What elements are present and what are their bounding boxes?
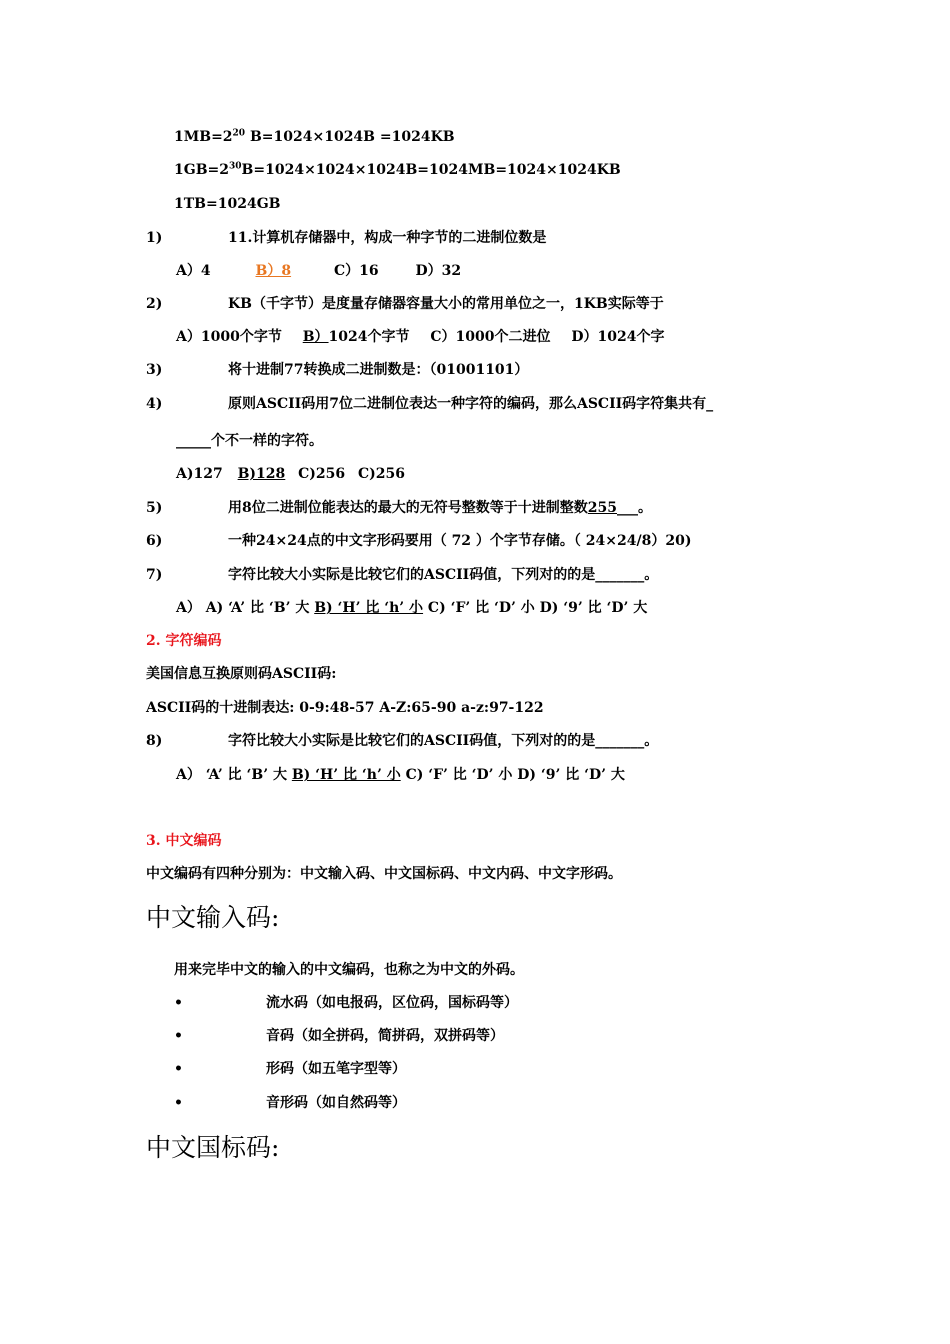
answer-highlight: B) ‘H’ 比 ‘h’ 小 bbox=[291, 767, 401, 783]
q4-text-cont: _____个不一样的字符。 bbox=[176, 433, 323, 449]
question-number: 7) bbox=[146, 567, 163, 583]
question-text: 原则ASCII码用7位二进制位表达一种字符的编码，那么ASCII码字符集共有_ bbox=[228, 396, 714, 412]
q2-options: A）1000个字节 B）1024个字节 C）1000个二进位 D）1024个字 bbox=[176, 329, 665, 345]
unit-tb: 1TB=1024GB bbox=[174, 196, 281, 212]
question-text: 字符比较大小实际是比较它们的ASCII码值，下列对的的是_______。 bbox=[228, 567, 659, 583]
answer-highlight: B) ‘H’ 比 ‘h’ 小 bbox=[314, 600, 424, 616]
section-2-line-2: ASCII码的十进制表达: 0-9:48-57 A-Z:65-90 a-z:97-122 bbox=[146, 700, 544, 716]
bullet-icon: • bbox=[174, 1028, 183, 1044]
question-number: 4) bbox=[146, 396, 163, 412]
answer-highlight: B） bbox=[302, 329, 329, 345]
question-number: 8) bbox=[146, 733, 163, 749]
answer-highlight: 255 bbox=[587, 500, 617, 516]
section-3-line-1: 中文编码有四种分别为：中文输入码、中文国标码、中文内码、中文字形码。 bbox=[146, 866, 622, 882]
input-code-desc: 用来完毕中文的输入的中文编码，也称之为中文的外码。 bbox=[174, 962, 524, 978]
bullet-icon: • bbox=[174, 1061, 183, 1077]
unit-mb: $1MB=2^{20}$ B=1024×1024B =1024KB bbox=[174, 128, 455, 145]
question-text: KB（千字节）是度量存储器容量大小的常用单位之一，1KB实际等于 bbox=[228, 296, 664, 312]
q7-options: A） A) ‘A’ 比 ‘B’ 大 B) ‘H’ 比 ‘h’ 小 C) ‘F’ 比 ‘D’ 小 D) ‘9’ 比 ‘D’ 大 bbox=[176, 600, 648, 616]
bullet-icon: • bbox=[174, 1095, 183, 1111]
question-number: 3) bbox=[146, 362, 163, 378]
question-text: 字符比较大小实际是比较它们的ASCII码值，下列对的的是_______。 bbox=[228, 733, 659, 749]
question-number: 1) bbox=[146, 230, 163, 246]
q8-options: A） ‘A’ 比 ‘B’ 大 B) ‘H’ 比 ‘h’ 小 C) ‘F’ 比 ‘D’ 小 D) ‘9’ 比 ‘D’ 大 bbox=[176, 767, 625, 783]
q1-options: A）4 B）8 C）16 D）32 bbox=[176, 263, 462, 279]
section-2-line-1: 美国信息互换原则码ASCII码: bbox=[146, 666, 337, 682]
question-text: 11.计算机存储器中，构成一种字节的二进制位数是 bbox=[228, 230, 547, 246]
bullet-icon: • bbox=[174, 995, 183, 1011]
question-number: 2) bbox=[146, 296, 163, 312]
question-text: 将十进制77转换成二进制数是：（01001101） bbox=[228, 362, 529, 378]
question-number: 5) bbox=[146, 500, 163, 516]
answer-highlight: B)128 bbox=[237, 466, 286, 482]
section-heading-3: 3. 中文编码 bbox=[146, 833, 222, 849]
question-text: 一种24×24点的中文字形码要用（ 72 ）个字节存储。（ 24×24/8）20) bbox=[228, 533, 692, 549]
heading-gb-code: 中文国标码: bbox=[146, 1133, 280, 1162]
question-text: 用8位二进制位能表达的最大的无符号整数等于十进制整数 bbox=[228, 500, 588, 516]
answer-highlight: B）8 bbox=[255, 263, 292, 279]
unit-gb: $1GB=2^{30}B=1024\times 1024\times 1024B=1024MB=1024\times 1024KB$ bbox=[174, 161, 621, 178]
section-heading-2: 2. 字符编码 bbox=[146, 633, 222, 649]
question-number: 6) bbox=[146, 533, 163, 549]
heading-input-code: 中文输入码: bbox=[146, 903, 280, 932]
q4-options: A)127 B)128 C)256 C)256 bbox=[176, 466, 406, 482]
